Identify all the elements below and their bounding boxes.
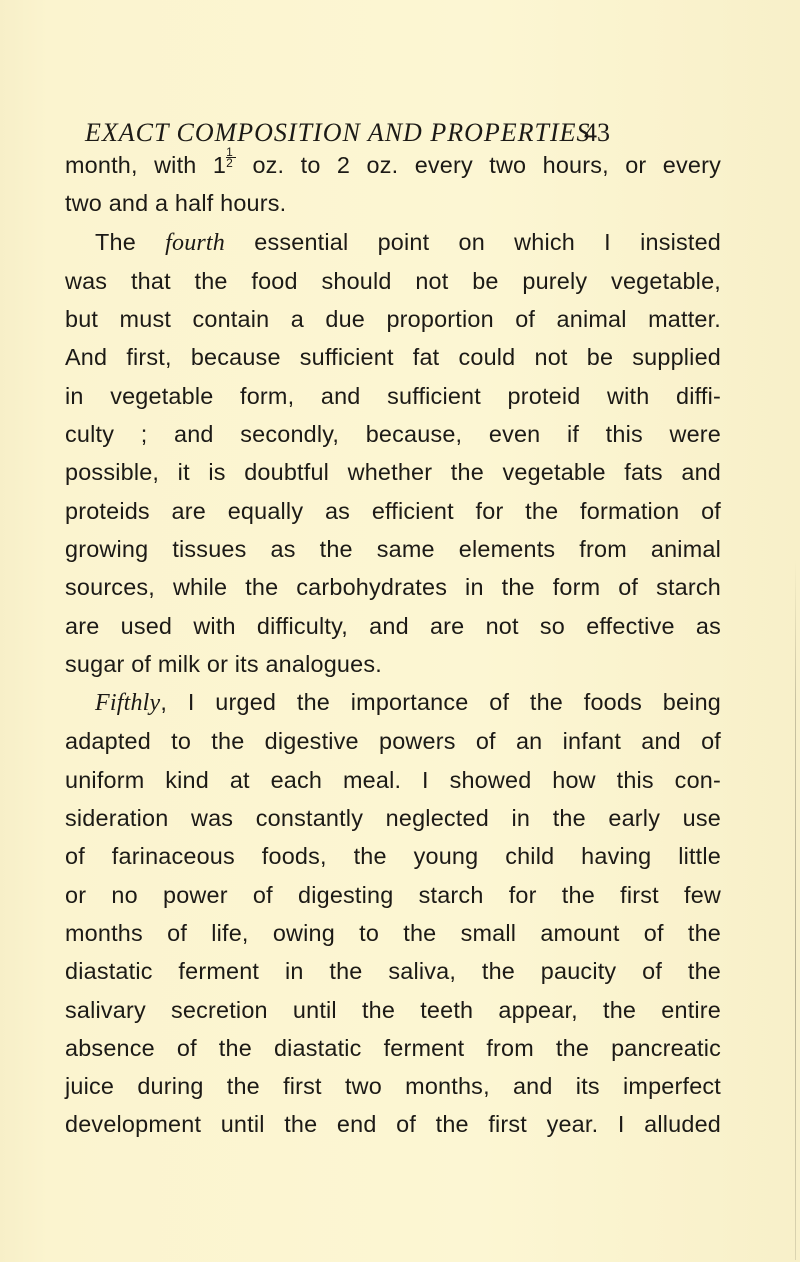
text-line: sources, while the carbohydrates in the form of starch <box>65 574 721 601</box>
text-line: growing tissues as the same elements from animal <box>65 535 721 562</box>
text-line: in vegetable form, and sufficient proteid with diffi- <box>65 382 721 409</box>
text-line: Fifthly, I urged the importance of the foods being <box>95 689 721 717</box>
text-line: culty ; and secondly, because, even if this were <box>65 421 721 448</box>
text-line: salivary secretion until the teeth appear, the entire <box>65 996 721 1023</box>
text-line: possible, it is doubtful whether the vegetable fats and <box>65 459 721 486</box>
page-number: 43 <box>584 118 610 147</box>
text-line: two and a half hours. <box>65 190 287 217</box>
text-line: And first, because sufficient fat could not be supplied <box>65 344 721 371</box>
page-edge-shadow <box>795 560 796 1260</box>
body-text <box>65 146 721 1144</box>
italic-term: fourth <box>165 229 226 256</box>
text-line: development until the end of the first year. I alluded <box>65 1111 721 1138</box>
text-line: absence of the diastatic ferment from the pancreatic <box>65 1034 721 1061</box>
text-line: or no power of digesting starch for the first few <box>65 881 721 908</box>
text-line: uniform kind at each meal. I showed how this con- <box>65 766 721 793</box>
text-line: but must contain a due proportion of animal matter. <box>65 306 721 333</box>
text-line: months of life, owing to the small amount of the <box>65 919 721 946</box>
text-line: juice during the first two months, and its imperfect <box>65 1073 721 1100</box>
text-line: was that the food should not be purely vegetable, <box>65 267 721 294</box>
italic-term: Fifthly <box>95 690 161 717</box>
text-line: sugar of milk or its analogues. <box>65 650 382 677</box>
text-line: of farinaceous foods, the young child having little <box>65 843 721 870</box>
text-line: The fourth essential point on which I insisted <box>95 228 721 256</box>
text-line: month, with 1 $\frac{1}{2}$ oz. to 2 oz. every two hours, or every <box>65 145 722 178</box>
fraction: $\frac{1}{2}$ <box>226 147 236 168</box>
running-head-title: EXACT COMPOSITION AND PROPERTIES <box>85 118 591 147</box>
text-line: diastatic ferment in the saliva, the paucity of the <box>65 958 721 985</box>
text-line: are used with difficulty, and are not so effective as <box>65 612 721 639</box>
text-line: proteids are equally as efficient for the formation of <box>65 497 721 524</box>
text-line: sideration was constantly neglected in the early use <box>65 805 721 832</box>
text-line: adapted to the digestive powers of an infant and of <box>65 728 721 755</box>
